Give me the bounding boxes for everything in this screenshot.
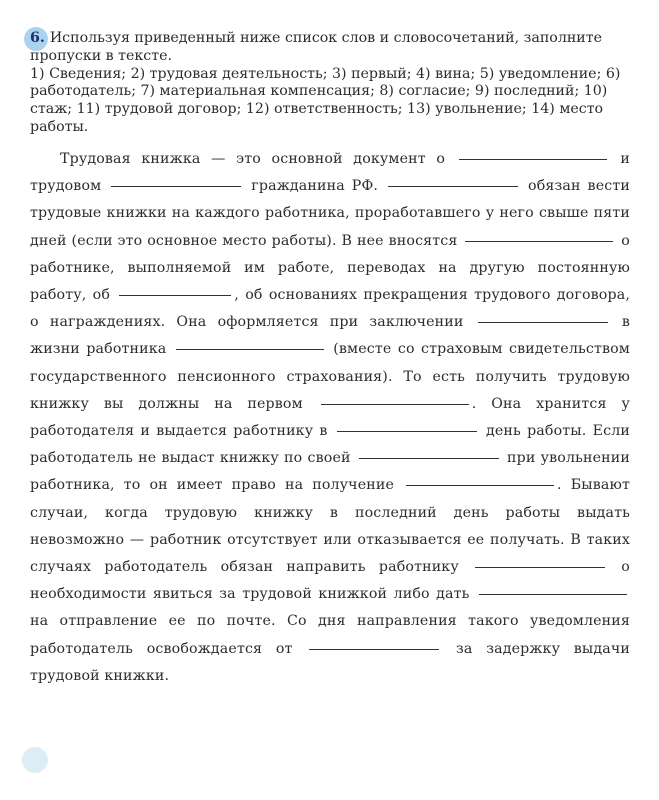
blank-12[interactable]: [475, 566, 605, 568]
decorative-circle: [22, 747, 48, 773]
text-fragment: Трудовая книжка — это основной документ о: [60, 151, 446, 167]
blank-6[interactable]: [478, 321, 608, 323]
blank-13[interactable]: [479, 593, 627, 595]
text-fragment: за задержку выдачи трудовой книжки.: [30, 640, 630, 684]
blank-3[interactable]: [388, 185, 518, 187]
blank-8[interactable]: [321, 403, 469, 405]
text-fragment: гражданина РФ.: [251, 178, 379, 195]
text-fragment: и трудовом: [30, 151, 630, 195]
text-fragment: обязан вести трудовые книжки на каждого работника, проработавшего у него свыше пяти дней (если это основное место работы). В нее вносятся: [30, 178, 630, 249]
task-instruction: Используя приведенный ниже список слов и словосочетаний, заполните пропуски в тексте.: [30, 30, 602, 64]
blank-11[interactable]: [406, 484, 554, 486]
word-list: 1) Сведения; 2) трудовая деятельность; 3) первый; 4) вина; 5) уведомление; 6) работодатель; 7) материальная компенсация; 8) согласие; 9) последний; 10) стаж; 11) трудовой договор; 12) ответственность; 13) увольнение; 14) место работы.: [30, 65, 621, 135]
text-fragment: (вместе со страховым свидетельством государственного пенсионного страхования). То есть получить трудовую книжку вы должны на первом: [30, 341, 630, 412]
text-fragment: , об основаниях прекращения трудового договора, о награждениях. Она оформляется при заключении: [30, 287, 630, 331]
text-fragment: день работы. Если работодатель не выдаст книжку по своей: [30, 423, 630, 467]
blank-10[interactable]: [359, 457, 499, 459]
blank-4[interactable]: [465, 240, 613, 242]
blank-5[interactable]: [119, 294, 231, 296]
blank-9[interactable]: [337, 430, 477, 432]
fill-in-text: [30, 146, 630, 690]
blank-1[interactable]: [459, 158, 607, 160]
text-fragment: о необходимости явиться за трудовой книжкой либо дать: [30, 559, 630, 603]
blank-2[interactable]: [111, 185, 241, 187]
task-number: 6.: [30, 30, 45, 46]
text-fragment: при увольнении работника, то он имеет право на получение: [30, 450, 630, 494]
text-fragment: . Бывают случаи, когда трудовую книжку в последний день работы выдать невозможно — работник отсутствует или отказывается ее получать. В таких случаях работодатель обязан направить работнику: [30, 477, 630, 576]
text-fragment: на отправление ее по почте. Со дня направления такого уведомления работодатель освобождается от: [30, 613, 630, 657]
blank-7[interactable]: [176, 348, 324, 350]
task-block: [30, 30, 630, 137]
text-fragment: о работнике, выполняемой им работе, переводах на другую постоянную работу, об: [30, 232, 630, 304]
text-fragment: в жизни работника: [30, 314, 630, 358]
text-fragment: . Она хранится у работодателя и выдается работнику в: [30, 395, 630, 440]
blank-14[interactable]: [309, 648, 439, 650]
